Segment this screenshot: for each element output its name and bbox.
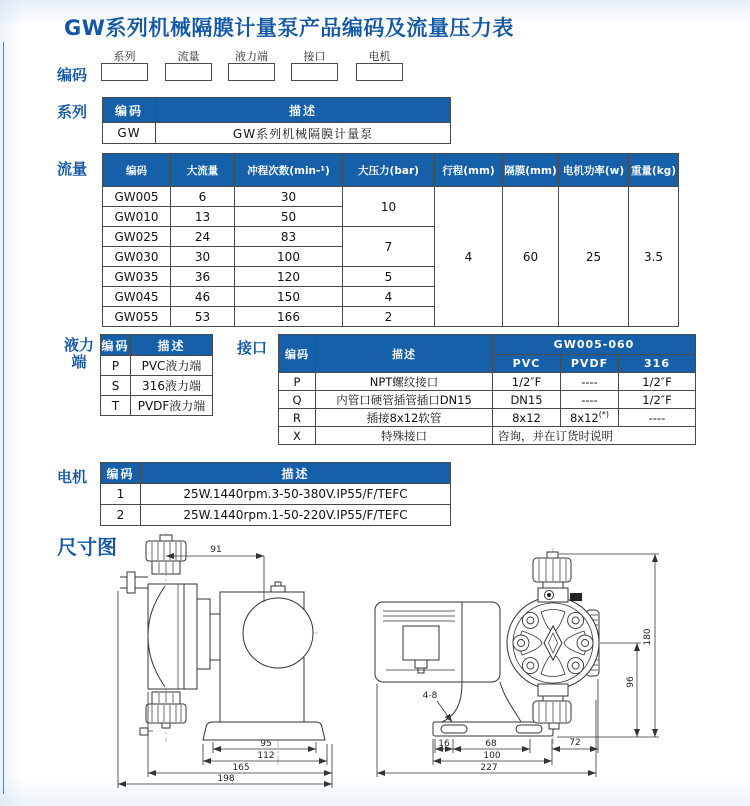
dim-label-96: 96 bbox=[626, 676, 636, 688]
code-field-flow-label: 流量 bbox=[177, 50, 200, 63]
code-box-flow bbox=[165, 63, 212, 81]
flow-pressure-group: 2 bbox=[343, 307, 435, 327]
flow-header-diaphragm: 隔膜(mm) bbox=[503, 154, 559, 187]
flow-maxflow: 46 bbox=[171, 287, 235, 307]
interface-316: ---- bbox=[619, 409, 696, 427]
hydraulic-label-line1: 液力 bbox=[63, 336, 94, 354]
interface-pvdf: ---- bbox=[561, 373, 619, 391]
table-row bbox=[279, 391, 696, 409]
interface-desc: NPT螺纹接口 bbox=[316, 373, 493, 391]
motor-desc: 25W.1440rpm.1-50-220V.IP55/F/TEFC bbox=[141, 505, 451, 526]
flow-diaphragm-mm: 60 bbox=[503, 187, 559, 327]
interface-pvdf-note: (*) bbox=[598, 410, 609, 420]
flow-code: GW005 bbox=[103, 187, 171, 207]
flow-weight: 3.5 bbox=[629, 187, 679, 327]
flow-strokes: 166 bbox=[235, 307, 343, 327]
flow-motor-power: 25 bbox=[559, 187, 629, 327]
flow-pressure-group: 5 bbox=[343, 267, 435, 287]
motor-desc: 25W.1440rpm.3-50-380V.IP55/F/TEFC bbox=[141, 484, 451, 505]
code-field-hydraulic-label: 液力端 bbox=[235, 50, 268, 63]
interface-desc: 特殊接口 bbox=[316, 427, 493, 445]
flow-maxflow: 24 bbox=[171, 227, 235, 247]
flow-code: GW045 bbox=[103, 287, 171, 307]
table-row bbox=[101, 356, 213, 376]
hydraulic-code: P bbox=[101, 356, 131, 376]
hydraulic-label-line2: 端 bbox=[71, 353, 87, 371]
table-row bbox=[279, 427, 696, 445]
interface-pvdf: 8x12(*) bbox=[561, 409, 619, 427]
flow-code: GW010 bbox=[103, 207, 171, 227]
code-field-series-label: 系列 bbox=[113, 50, 136, 63]
dim-label-72: 72 bbox=[569, 738, 581, 748]
flow-pressure-group: 7 bbox=[343, 227, 435, 267]
code-box-hydraulic bbox=[228, 63, 275, 81]
flow-header-maxflow: 大流量 bbox=[171, 154, 235, 187]
flow-header-maxpressure: 大压力(bar) bbox=[343, 154, 435, 187]
interface-header-pvdf: PVDF bbox=[561, 355, 619, 373]
hydraulic-code: S bbox=[101, 376, 131, 396]
flow-code: GW030 bbox=[103, 247, 171, 267]
dim-label-165: 165 bbox=[232, 763, 250, 773]
code-field-interface-label: 接口 bbox=[303, 50, 326, 63]
dim-label-68: 68 bbox=[485, 739, 497, 749]
interface-pvc: 8x12 bbox=[493, 409, 561, 427]
dim-label-180: 180 bbox=[643, 628, 653, 646]
interface-pvdf: ---- bbox=[561, 391, 619, 409]
hydraulic-header-desc: 描述 bbox=[131, 335, 213, 356]
code-field-hydraulic bbox=[228, 50, 275, 81]
page-title: GW系列机械隔膜计量泵产品编码及流量压力表 bbox=[64, 16, 514, 40]
interface-code: P bbox=[279, 373, 316, 391]
hydraulic-section-label bbox=[59, 337, 99, 371]
flow-strokes: 50 bbox=[235, 207, 343, 227]
interface-desc: 插接8x12软管 bbox=[316, 409, 493, 427]
hydraulic-code: T bbox=[101, 396, 131, 416]
code-box-series bbox=[101, 63, 148, 81]
code-box-interface bbox=[291, 63, 338, 81]
interface-table bbox=[278, 334, 696, 445]
code-field-interface bbox=[291, 50, 338, 81]
table-row bbox=[279, 409, 696, 427]
flow-strokes: 30 bbox=[235, 187, 343, 207]
flow-stroke-mm: 4 bbox=[435, 187, 503, 327]
dimensions-section-label: 尺寸图 bbox=[57, 535, 117, 559]
table-row bbox=[279, 373, 696, 391]
series-header-desc: 描述 bbox=[156, 98, 451, 123]
interface-316: 1/2″F bbox=[619, 373, 696, 391]
hydraulic-desc: PVDF液力端 bbox=[131, 396, 213, 416]
table-row bbox=[103, 123, 451, 144]
dim-label-112: 112 bbox=[257, 751, 275, 761]
motor-section-label: 电机 bbox=[57, 468, 88, 486]
table-row bbox=[103, 187, 679, 207]
flow-header-strokes: 冲程次数(min-¹) bbox=[235, 154, 343, 187]
interface-header-pvc: PVC bbox=[493, 355, 561, 373]
interface-desc: 内管口硬管插管插口DN15 bbox=[316, 391, 493, 409]
flow-maxflow: 6 bbox=[171, 187, 235, 207]
code-box-motor bbox=[356, 63, 403, 81]
interface-section-label: 接口 bbox=[237, 339, 268, 357]
interface-code: X bbox=[279, 427, 316, 445]
series-header-code: 编码 bbox=[103, 98, 156, 123]
interface-code: Q bbox=[279, 391, 316, 409]
flow-table bbox=[102, 153, 679, 327]
flow-header-power: 电机功率(w) bbox=[559, 154, 629, 187]
interface-header-desc: 描述 bbox=[316, 335, 493, 373]
series-desc: GW系列机械隔膜计量泵 bbox=[156, 123, 451, 144]
table-row bbox=[101, 505, 451, 526]
hydraulic-header-code: 编码 bbox=[101, 335, 131, 356]
flow-strokes: 120 bbox=[235, 267, 343, 287]
interface-316: 1/2″F bbox=[619, 391, 696, 409]
interface-header-code: 编码 bbox=[279, 335, 316, 373]
flow-header-strokelen: 行程(mm) bbox=[435, 154, 503, 187]
flow-pressure-group: 10 bbox=[343, 187, 435, 227]
flow-pressure-group: 4 bbox=[343, 287, 435, 307]
code-field-series bbox=[101, 50, 148, 81]
motor-table bbox=[100, 462, 451, 526]
table-row bbox=[101, 376, 213, 396]
pump-front-view bbox=[375, 548, 599, 748]
flow-section-label: 流量 bbox=[57, 160, 88, 178]
dimensions-drawing bbox=[0, 525, 750, 806]
motor-header-code: 编码 bbox=[101, 463, 141, 484]
series-table bbox=[102, 97, 451, 144]
dim-label-198: 198 bbox=[217, 774, 235, 784]
flow-header-weight: 重量(kg) bbox=[629, 154, 679, 187]
dim-label-4-8: 4-8 bbox=[422, 691, 438, 701]
hydraulic-table bbox=[100, 334, 213, 416]
code-builder-label: 编码 bbox=[57, 66, 88, 84]
motor-header-desc: 描述 bbox=[141, 463, 451, 484]
table-row bbox=[101, 484, 451, 505]
code-field-motor bbox=[356, 50, 403, 81]
flow-strokes: 100 bbox=[235, 247, 343, 267]
table-row bbox=[101, 396, 213, 416]
interface-header-group: GW005-060 bbox=[493, 335, 696, 355]
flow-maxflow: 53 bbox=[171, 307, 235, 327]
flow-header-code: 编码 bbox=[103, 154, 171, 187]
interface-special-note: 咨询，并在订货时说明 bbox=[493, 427, 696, 445]
code-field-motor-label: 电机 bbox=[368, 50, 391, 63]
series-code: GW bbox=[103, 123, 156, 144]
dim-label-95: 95 bbox=[260, 739, 272, 749]
hydraulic-desc: PVC液力端 bbox=[131, 356, 213, 376]
code-field-flow bbox=[165, 50, 212, 81]
flow-strokes: 150 bbox=[235, 287, 343, 307]
interface-header-316: 316 bbox=[619, 355, 696, 373]
flow-code: GW055 bbox=[103, 307, 171, 327]
dim-label-91: 91 bbox=[210, 545, 222, 555]
flow-maxflow: 36 bbox=[171, 267, 235, 287]
interface-pvc: 1/2″F bbox=[493, 373, 561, 391]
flow-strokes: 83 bbox=[235, 227, 343, 247]
motor-code: 1 bbox=[101, 484, 141, 505]
interface-code: R bbox=[279, 409, 316, 427]
flow-code: GW035 bbox=[103, 267, 171, 287]
motor-code: 2 bbox=[101, 505, 141, 526]
dim-label-227: 227 bbox=[480, 763, 498, 773]
flow-code: GW025 bbox=[103, 227, 171, 247]
dim-label-16: 16 bbox=[438, 739, 450, 749]
flow-maxflow: 30 bbox=[171, 247, 235, 267]
interface-pvc: DN15 bbox=[493, 391, 561, 409]
hydraulic-desc: 316液力端 bbox=[131, 376, 213, 396]
dim-label-100: 100 bbox=[483, 751, 501, 761]
series-section-label: 系列 bbox=[57, 103, 88, 121]
pump-side-view bbox=[120, 533, 325, 766]
flow-maxflow: 13 bbox=[171, 207, 235, 227]
